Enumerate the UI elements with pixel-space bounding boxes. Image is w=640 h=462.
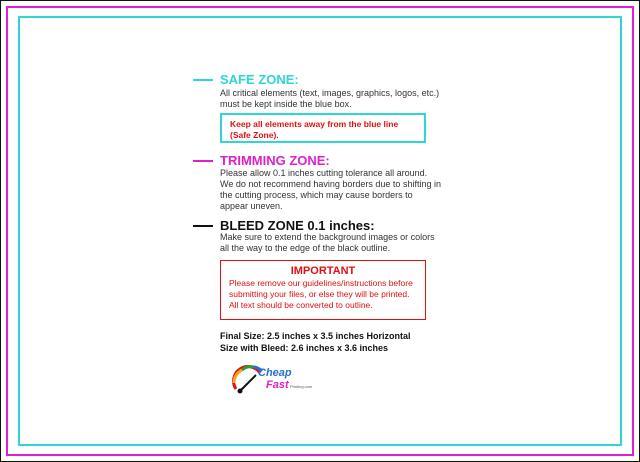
speedometer-logo-icon — [230, 361, 320, 395]
safe-zone-note: Keep all elements away from the blue line (Safe Zone). — [220, 113, 426, 143]
svg-text:Fast: Fast — [266, 379, 289, 391]
trimming-zone-title: TRIMMING ZONE: — [220, 153, 330, 168]
bleed-zone-title: BLEED ZONE 0.1 inches: — [220, 218, 375, 233]
bleed-size-text: Size with Bleed: 2.6 inches x 3.6 inches — [220, 343, 389, 353]
bleed-zone-description: Make sure to extend the background images or colors all the way to the edge of the black outline. — [220, 232, 435, 253]
svg-text:Cheap: Cheap — [258, 367, 292, 379]
safe-zone-title: SAFE ZONE: — [220, 72, 299, 87]
trimming-zone-line-icon — [193, 160, 213, 162]
bleed-zone-line-icon — [193, 225, 213, 227]
safe-zone-line-icon — [193, 79, 213, 81]
safe-zone-description: All critical elements (text, images, graphics, logos, etc.) must be kept inside the blue box. — [220, 88, 440, 109]
final-size-text: Final Size: 2.5 inches x 3.5 inches Horizontal — [220, 331, 411, 341]
svg-text:Printing.com: Printing.com — [290, 384, 313, 389]
important-title: IMPORTANT — [290, 265, 356, 277]
cheapfast-logo — [230, 361, 320, 395]
important-box: IMPORTANT Please remove our guidelines/instructions before submitting your files, or else they will be printed. All text should be converted to outline. — [220, 260, 426, 320]
trimming-zone-description: Please allow 0.1 inches cutting tolerance all around. We do not recommend having borders due to shifting in the cutting process, which may cause borders to appear uneven. — [220, 168, 441, 211]
